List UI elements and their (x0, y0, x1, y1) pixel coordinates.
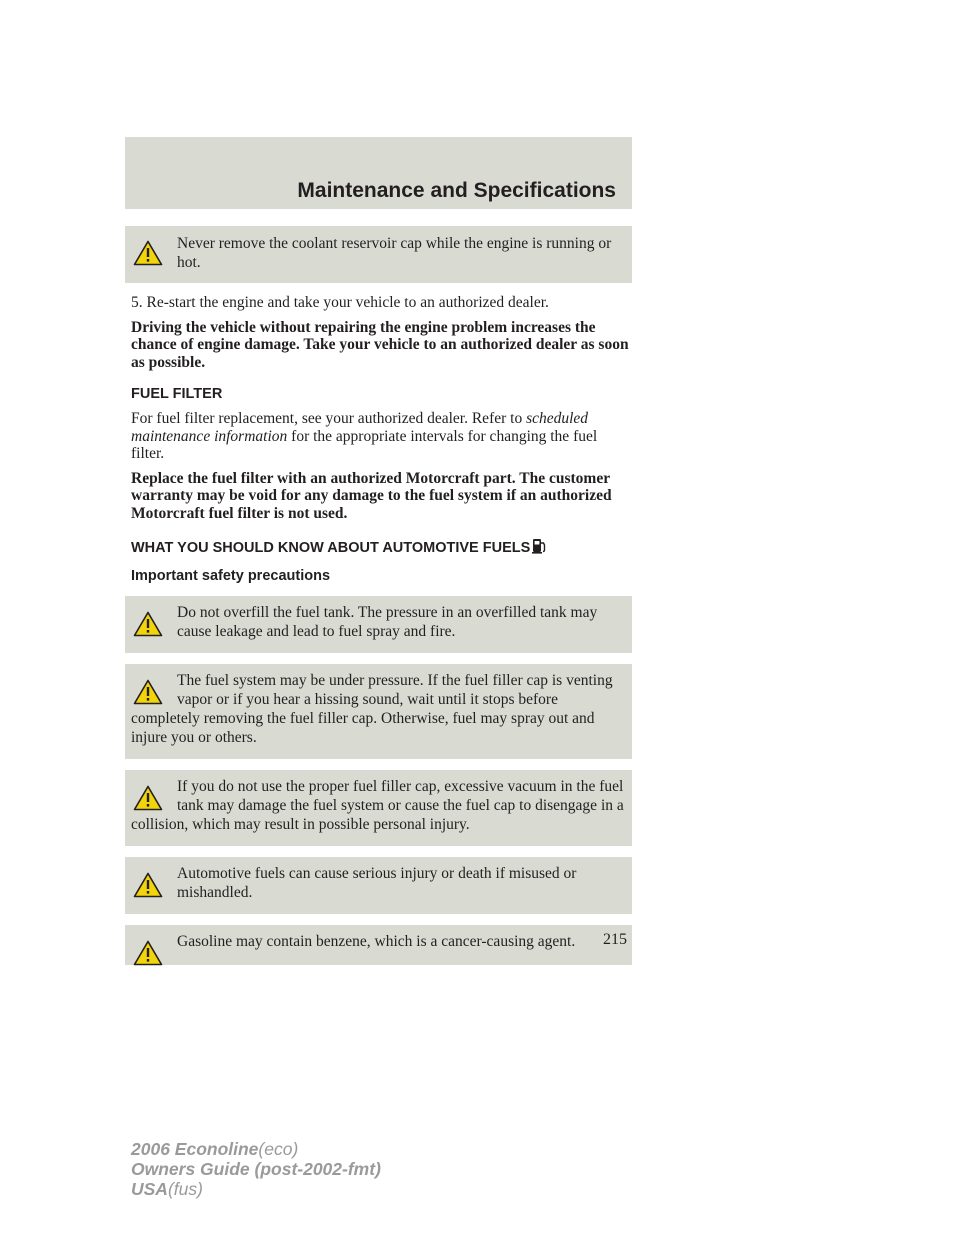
warning-box (125, 770, 632, 846)
warning-box (125, 664, 632, 759)
warning-box (125, 925, 632, 965)
footer-line-3 (131, 1179, 381, 1199)
page-section-title: Maintenance and Specifications (297, 179, 616, 202)
footer-line-2: Owners Guide (post-2002-fmt) (131, 1159, 381, 1179)
driving-warning: Driving the vehicle without repairing the engine problem increases the chance of engine damage. Take your vehicle to an authorized dealer as soon as possible. (131, 318, 629, 371)
warning-text: Do not overfill the fuel tank. The pressure in an overfilled tank may cause leakage and lead to fuel spray and fire. (177, 604, 598, 640)
warning-triangle-icon (133, 240, 163, 266)
page-content (131, 226, 632, 970)
warning-text: Gasoline may contain benzene, which is a cancer-causing agent. (177, 933, 576, 950)
warning-text: The fuel system may be under pressure. If the fuel filler cap is venting vapor or if you hear a hissing sound, wait until it stops before completely removing the fuel filler cap. Otherwise, fuel may spray out and injure you or others. (131, 672, 613, 746)
footer-model-code: (eco) (258, 1139, 299, 1159)
warning-box (125, 226, 632, 283)
fuel-filter-text-end: for the appropriate intervals for changing the fuel filter. (131, 427, 598, 462)
safety-precautions-subheading: Important safety precautions (131, 568, 331, 584)
page-number: 215 (603, 931, 627, 948)
scheduled-maintenance-reference: scheduled maintenance information (131, 410, 589, 445)
fuel-filter-heading: FUEL FILTER (131, 386, 223, 402)
footer-line-1 (131, 1139, 381, 1159)
fuels-heading-text: WHAT YOU SHOULD KNOW ABOUT AUTOMOTIVE FUELS (131, 540, 531, 556)
warning-triangle-icon (133, 785, 163, 811)
motorcraft-notice: Replace the fuel filter with an authorized Motorcraft part. The customer warranty may be void for any damage to the fuel system if an authorized Motorcraft fuel filter is not used. (131, 469, 612, 522)
warning-triangle-icon (133, 872, 163, 898)
fuel-filter-text-start: For fuel filter replacement, see your authorized dealer. Refer to (131, 410, 523, 427)
warning-triangle-icon (133, 679, 163, 705)
fuel-pump-icon (532, 537, 546, 554)
warning-text: Never remove the coolant reservoir cap while the engine is running or hot. (177, 235, 612, 271)
header-band (125, 137, 632, 209)
warning-triangle-icon (133, 611, 163, 637)
warning-box (125, 596, 632, 653)
warning-box (125, 857, 632, 914)
fuels-heading (131, 537, 632, 557)
step-5: 5. Re-start the engine and take your vehicle to an authorized dealer. (131, 294, 549, 311)
footer-market: USA (131, 1179, 168, 1199)
fuel-filter-text (131, 410, 632, 463)
footer-market-code: (fus) (167, 1179, 203, 1199)
warning-triangle-icon (133, 940, 163, 966)
warning-text: Automotive fuels can cause serious injury or death if misused or mishandled. (177, 865, 577, 901)
warning-text: If you do not use the proper fuel filler cap, excessive vacuum in the fuel tank may damage the fuel system or cause the fuel cap to disengage in a collision, which may result in possible personal injury. (131, 778, 624, 833)
footer-model: 2006 Econoline (131, 1139, 259, 1159)
document-footer (131, 1139, 381, 1199)
